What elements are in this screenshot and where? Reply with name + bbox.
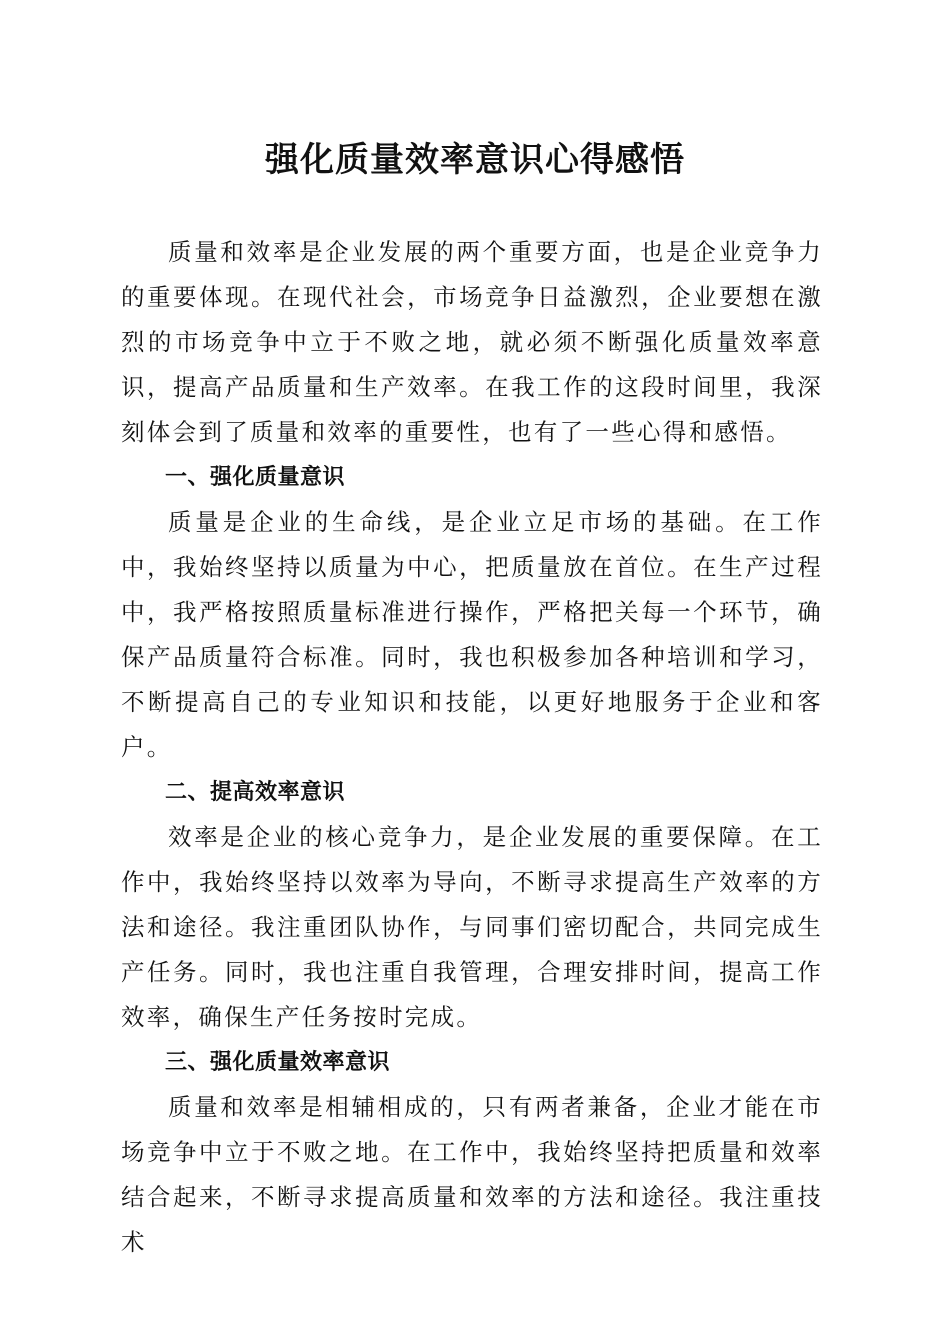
section-paragraph-quality: 质量是企业的生命线，是企业立足市场的基础。在工作中，我始终坚持以质量为中心，把质量放在首位。在生产过程中，我严格按照质量标准进行操作，严格把关每一个环节，确保产品质量符合标准。同时，我也积极参加各种培训和学习，不断提高自己的专业知识和技能，以更好地服务于企业和客户。 bbox=[121, 508, 823, 761]
document-title: 强化质量效率意识心得感悟 bbox=[265, 140, 685, 180]
section-heading-quality: 一、强化质量意识 bbox=[165, 465, 346, 490]
intro-paragraph: 质量和效率是企业发展的两个重要方面，也是企业竞争力的重要体现。在现代社会，市场竞争日益激烈，企业要想在激烈的市场竞争中立于不败之地，就必须不断强化质量效率意识，提高产品质量和生产效率。在我工作的这段时间里，我深刻体会到了质量和效率的重要性，也有了一些心得和感悟。 bbox=[121, 238, 823, 446]
section-heading-efficiency: 二、提高效率意识 bbox=[165, 780, 346, 805]
section-heading-quality-efficiency: 三、强化质量效率意识 bbox=[165, 1050, 391, 1075]
section-paragraph-efficiency: 效率是企业的核心竞争力，是企业发展的重要保障。在工作中，我始终坚持以效率为导向，不断寻求提高生产效率的方法和途径。我注重团队协作，与同事们密切配合，共同完成生产任务。同时，我也注重自我管理，合理安排时间，提高工作效率，确保生产任务按时完成。 bbox=[121, 823, 823, 1031]
document-body bbox=[121, 230, 823, 1265]
section-paragraph-quality-efficiency: 质量和效率是相辅相成的，只有两者兼备，企业才能在市场竞争中立于不败之地。在工作中，我始终坚持把质量和效率结合起来，不断寻求提高质量和效率的方法和途径。我注重技术 bbox=[121, 1093, 823, 1256]
